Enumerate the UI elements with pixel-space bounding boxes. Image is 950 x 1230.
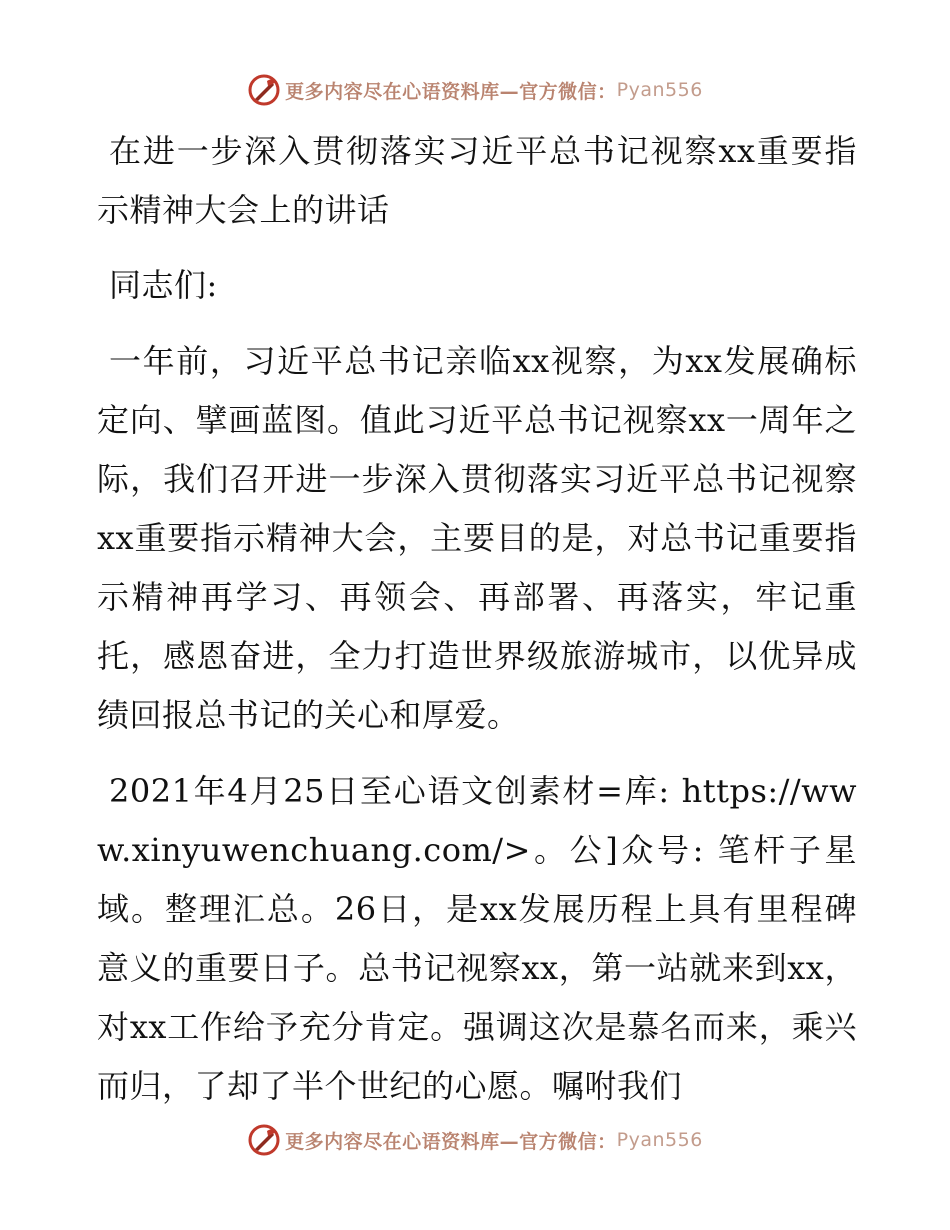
watermark-account: Pyan556: [616, 79, 703, 101]
quill-logo-icon: [247, 1123, 281, 1157]
paragraph-2: 2021年4月25日至心语文创素材=库: https://www.xinyuwenchuang.com/>。公]众号: 笔杆子星域。整理汇总。26日，是xx发展历程上具有里程碑意义的重要日子。总书记视察xx，第一站就来到xx，对xx工作给予充分肯定。强调这次是慕名而来，乘兴而归，了却了半个世纪的心愿。嘱咐我们: [97, 772, 857, 1105]
footer-watermark: [0, 1120, 950, 1160]
greeting: 同志们:: [109, 266, 218, 304]
header-watermark: [0, 70, 950, 110]
watermark-text: 更多内容尽在心语资料库—官方微信：: [285, 1130, 617, 1153]
watermark-text: 更多内容尽在心语资料库—官方微信：: [285, 80, 617, 103]
document-body: [97, 122, 857, 1133]
quill-logo-icon: [247, 73, 281, 107]
paragraph-1: 一年前，习近平总书记亲临xx视察，为xx发展确标定向、擘画蓝图。值此习近平总书记视察xx一周年之际，我们召开进一步深入贯彻落实习近平总书记视察xx重要指示精神大会，主要目的是，对总书记重要指示精神再学习、再领会、再部署、再落实，牢记重托，感恩奋进，全力打造世界级旅游城市，以优异成绩回报总书记的关心和厚爱。: [97, 342, 857, 734]
document-title: 在进一步深入贯彻落实习近平总书记视察xx重要指示精神大会上的讲话: [97, 132, 857, 229]
watermark-account: Pyan556: [616, 1129, 703, 1151]
